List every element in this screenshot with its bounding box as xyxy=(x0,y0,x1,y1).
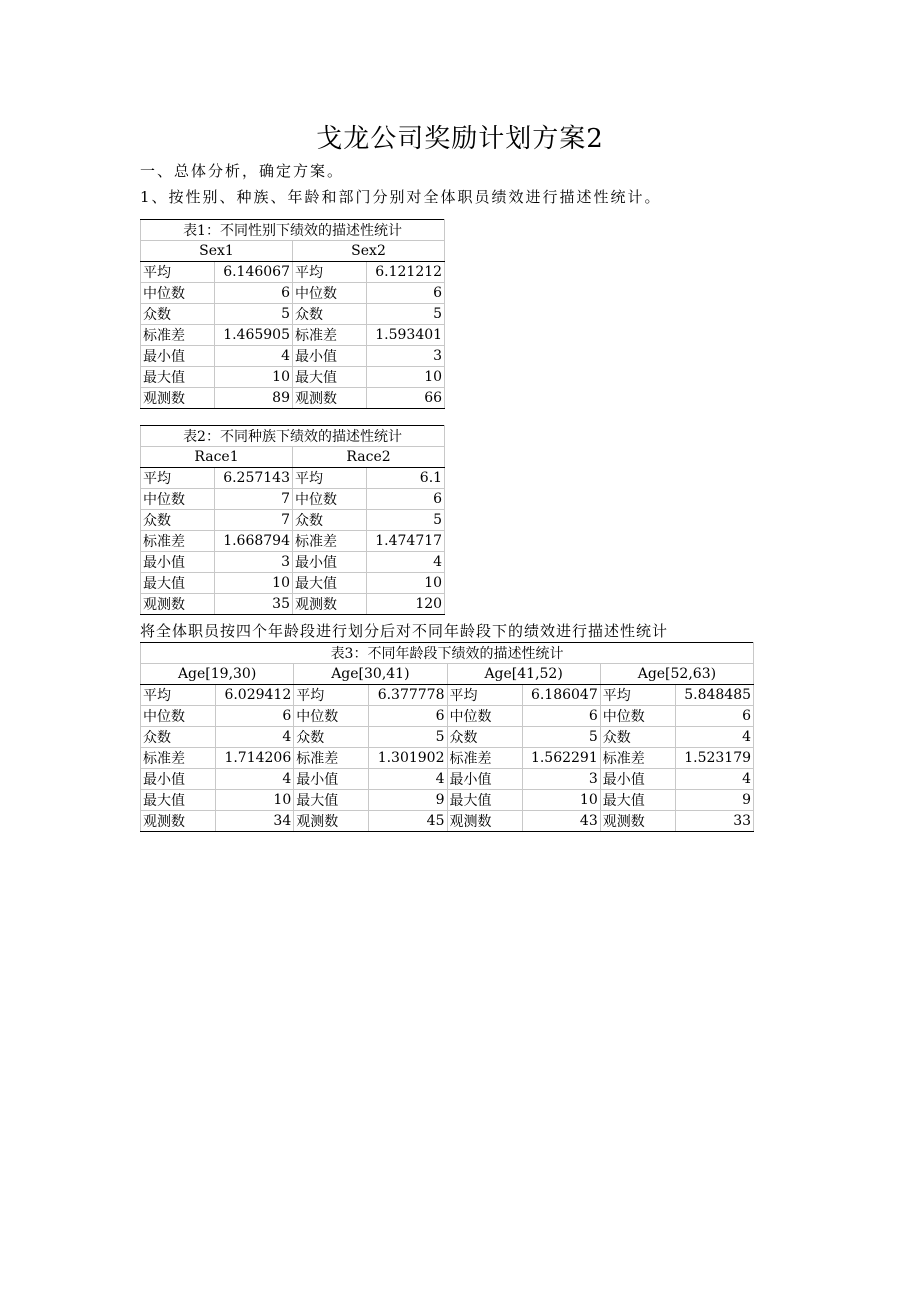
stat-value: 3 xyxy=(522,769,600,790)
stat-label: 众数 xyxy=(447,727,522,748)
stat-value: 89 xyxy=(215,388,293,409)
stat-label: 观测数 xyxy=(600,811,675,832)
stat-label: 众数 xyxy=(600,727,675,748)
stat-label: 平均 xyxy=(293,468,367,489)
stat-label: 观测数 xyxy=(141,594,215,615)
stat-label: 众数 xyxy=(293,510,367,531)
stat-label: 观测数 xyxy=(293,594,367,615)
stat-value: 1.465905 xyxy=(215,325,293,346)
stat-label: 中位数 xyxy=(141,283,215,304)
stat-value: 35 xyxy=(215,594,293,615)
stat-value: 34 xyxy=(216,811,294,832)
table-row xyxy=(141,325,445,346)
stat-label: 最大值 xyxy=(293,573,367,594)
stat-label: 最大值 xyxy=(141,790,216,811)
stat-value: 4 xyxy=(215,346,293,367)
stat-value: 10 xyxy=(215,573,293,594)
stat-value: 6.146067 xyxy=(215,262,293,283)
stat-value: 4 xyxy=(216,769,294,790)
stat-value: 6 xyxy=(522,706,600,727)
table-caption: 表2：不同种族下绩效的描述性统计 xyxy=(141,426,445,447)
stat-value: 6 xyxy=(367,489,445,510)
stat-value: 1.562291 xyxy=(522,748,600,769)
stat-label: 观测数 xyxy=(447,811,522,832)
group-header: Age[41,52) xyxy=(447,664,600,685)
stat-label: 中位数 xyxy=(600,706,675,727)
stat-label: 中位数 xyxy=(141,706,216,727)
stat-value: 6.377778 xyxy=(369,685,447,706)
stat-label: 标准差 xyxy=(600,748,675,769)
stat-label: 标准差 xyxy=(447,748,522,769)
section-subheading: 1、按性别、种族、年龄和部门分别对全体职员绩效进行描述性统计。 xyxy=(140,188,662,206)
stat-value: 3 xyxy=(215,552,293,573)
table-row xyxy=(141,510,445,531)
stat-value: 66 xyxy=(367,388,445,409)
stat-label: 最大值 xyxy=(141,573,215,594)
table-row xyxy=(141,304,445,325)
stat-value: 6.1 xyxy=(367,468,445,489)
stat-label: 最大值 xyxy=(141,367,215,388)
stat-value: 5 xyxy=(215,304,293,325)
group-header: Sex2 xyxy=(293,241,445,262)
stat-value: 4 xyxy=(367,552,445,573)
stat-label: 观测数 xyxy=(141,811,216,832)
table-row xyxy=(141,489,445,510)
stat-value: 1.593401 xyxy=(367,325,445,346)
table-race xyxy=(140,425,445,615)
stat-value: 6.257143 xyxy=(215,468,293,489)
stat-value: 5 xyxy=(367,510,445,531)
stat-label: 最大值 xyxy=(293,367,367,388)
stat-label: 最小值 xyxy=(293,552,367,573)
table-row xyxy=(141,367,445,388)
stat-label: 平均 xyxy=(141,685,216,706)
stat-value: 1.301902 xyxy=(369,748,447,769)
table-row xyxy=(141,283,445,304)
table-caption: 表3：不同年龄段下绩效的描述性统计 xyxy=(141,643,754,664)
stat-value: 6.029412 xyxy=(216,685,294,706)
stat-value: 6.186047 xyxy=(522,685,600,706)
group-header: Sex1 xyxy=(141,241,293,262)
stat-value: 4 xyxy=(369,769,447,790)
stat-label: 中位数 xyxy=(447,706,522,727)
table-row xyxy=(141,811,754,832)
stat-value: 10 xyxy=(216,790,294,811)
stat-label: 平均 xyxy=(293,262,367,283)
stat-label: 最小值 xyxy=(141,552,215,573)
stat-value: 4 xyxy=(675,769,753,790)
stat-value: 1.474717 xyxy=(367,531,445,552)
stat-label: 众数 xyxy=(141,727,216,748)
stat-label: 标准差 xyxy=(293,531,367,552)
stat-label: 标准差 xyxy=(141,325,215,346)
stat-label: 观测数 xyxy=(141,388,215,409)
stat-label: 平均 xyxy=(141,262,215,283)
group-header: Race1 xyxy=(141,447,293,468)
age-note: 将全体职员按四个年龄段进行划分后对不同年龄段下的绩效进行描述性统计 xyxy=(140,622,669,640)
table-row xyxy=(141,573,445,594)
stat-label: 最小值 xyxy=(447,769,522,790)
table-row xyxy=(141,790,754,811)
table-age xyxy=(140,642,754,832)
stat-label: 平均 xyxy=(141,468,215,489)
stat-value: 9 xyxy=(675,790,753,811)
group-header: Age[30,41) xyxy=(294,664,447,685)
stat-label: 中位数 xyxy=(294,706,369,727)
stat-value: 1.523179 xyxy=(675,748,753,769)
stat-value: 10 xyxy=(367,367,445,388)
stat-value: 6 xyxy=(216,706,294,727)
stat-value: 1.668794 xyxy=(215,531,293,552)
stat-value: 3 xyxy=(367,346,445,367)
table-row xyxy=(141,552,445,573)
stat-value: 5 xyxy=(367,304,445,325)
stat-label: 平均 xyxy=(294,685,369,706)
stat-value: 6 xyxy=(367,283,445,304)
stat-label: 标准差 xyxy=(141,531,215,552)
table-row xyxy=(141,262,445,283)
stat-label: 最小值 xyxy=(600,769,675,790)
table-row xyxy=(141,706,754,727)
stat-label: 最小值 xyxy=(141,769,216,790)
stat-label: 平均 xyxy=(600,685,675,706)
table-row xyxy=(141,748,754,769)
stat-value: 7 xyxy=(215,489,293,510)
table-row xyxy=(141,769,754,790)
table-row xyxy=(141,468,445,489)
stat-label: 标准差 xyxy=(294,748,369,769)
page-title: 戈龙公司奖励计划方案2 xyxy=(316,124,604,154)
table-row xyxy=(141,388,445,409)
stat-label: 观测数 xyxy=(294,811,369,832)
stat-value: 43 xyxy=(522,811,600,832)
stat-label: 最大值 xyxy=(447,790,522,811)
stat-value: 5 xyxy=(369,727,447,748)
stat-value: 6 xyxy=(369,706,447,727)
stat-value: 45 xyxy=(369,811,447,832)
stat-label: 最小值 xyxy=(294,769,369,790)
stat-label: 众数 xyxy=(293,304,367,325)
stat-label: 众数 xyxy=(141,304,215,325)
stat-value: 5.848485 xyxy=(675,685,753,706)
stat-value: 9 xyxy=(369,790,447,811)
stat-value: 1.714206 xyxy=(216,748,294,769)
table-row xyxy=(141,685,754,706)
stat-label: 中位数 xyxy=(293,489,367,510)
stat-value: 33 xyxy=(675,811,753,832)
stat-label: 最小值 xyxy=(293,346,367,367)
stat-value: 6.121212 xyxy=(367,262,445,283)
stat-label: 众数 xyxy=(141,510,215,531)
stat-value: 120 xyxy=(367,594,445,615)
stat-label: 最小值 xyxy=(141,346,215,367)
stat-label: 最大值 xyxy=(600,790,675,811)
group-header: Race2 xyxy=(293,447,445,468)
stat-label: 平均 xyxy=(447,685,522,706)
stat-value: 4 xyxy=(216,727,294,748)
stat-value: 10 xyxy=(367,573,445,594)
stat-label: 众数 xyxy=(294,727,369,748)
table-row xyxy=(141,727,754,748)
stat-value: 6 xyxy=(215,283,293,304)
section-heading: 一、总体分析，确定方案。 xyxy=(140,162,345,180)
stat-value: 10 xyxy=(522,790,600,811)
group-header: Age[19,30) xyxy=(141,664,294,685)
group-header: Age[52,63) xyxy=(600,664,753,685)
stat-value: 10 xyxy=(215,367,293,388)
table-row xyxy=(141,531,445,552)
stat-label: 标准差 xyxy=(293,325,367,346)
table-caption: 表1：不同性别下绩效的描述性统计 xyxy=(141,220,445,241)
stat-value: 6 xyxy=(675,706,753,727)
stat-value: 4 xyxy=(675,727,753,748)
table-row xyxy=(141,346,445,367)
stat-label: 标准差 xyxy=(141,748,216,769)
stat-value: 7 xyxy=(215,510,293,531)
stat-label: 中位数 xyxy=(293,283,367,304)
table-row xyxy=(141,594,445,615)
table-sex xyxy=(140,219,445,409)
stat-value: 5 xyxy=(522,727,600,748)
stat-label: 观测数 xyxy=(293,388,367,409)
stat-label: 最大值 xyxy=(294,790,369,811)
stat-label: 中位数 xyxy=(141,489,215,510)
